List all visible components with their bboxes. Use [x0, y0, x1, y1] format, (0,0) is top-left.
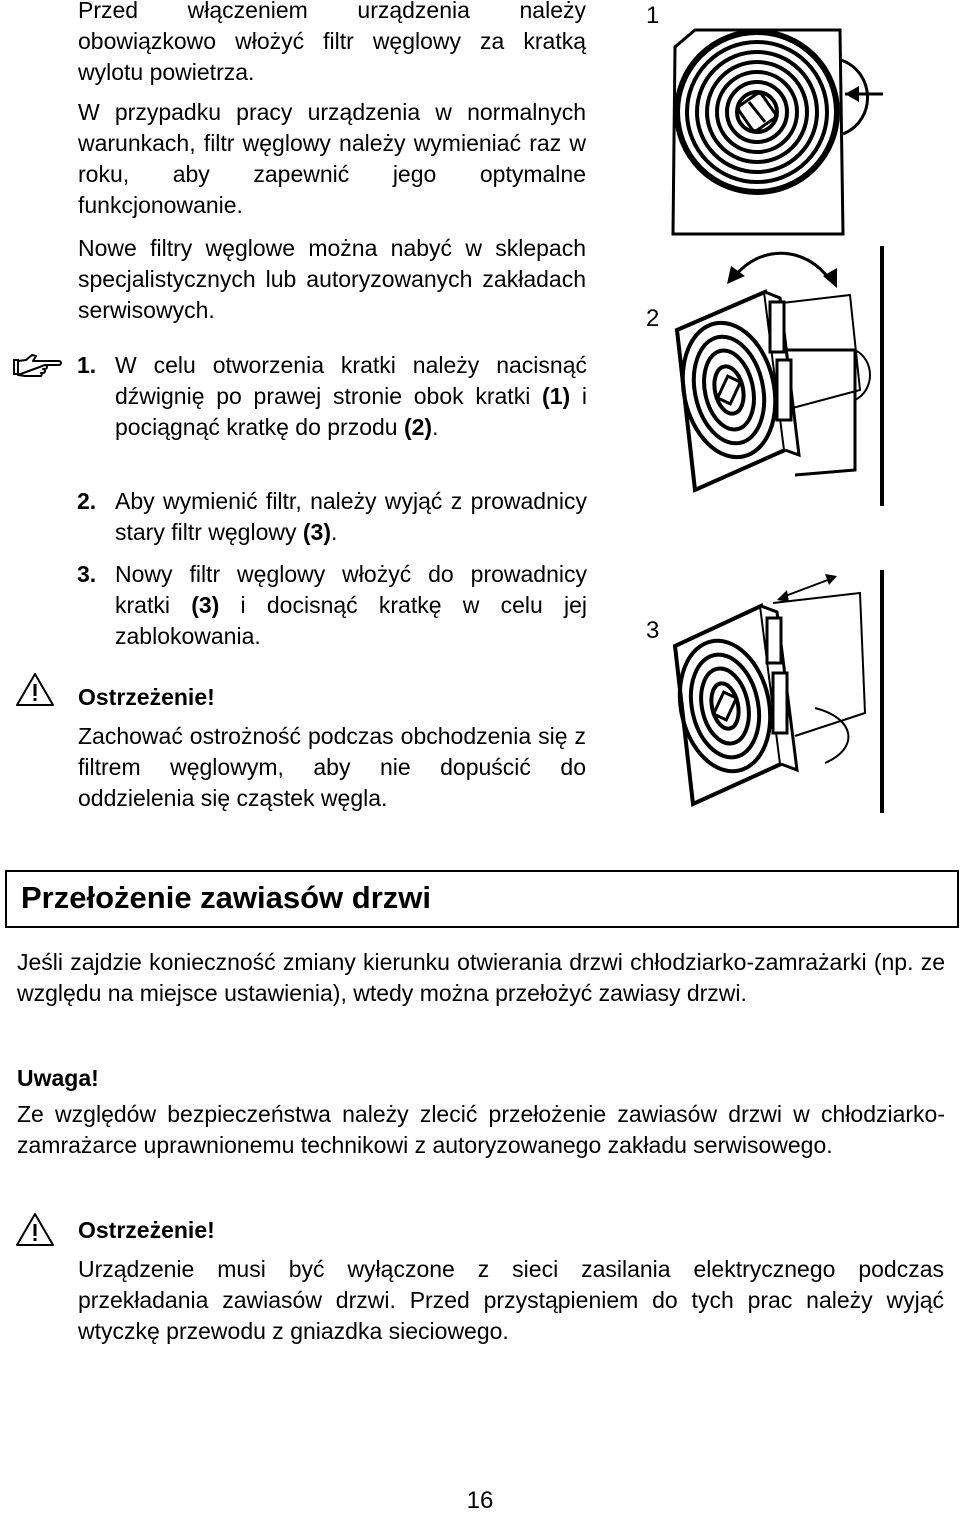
figure-number-3: 3	[646, 617, 660, 644]
note-text: Ze względów bezpieczeństwa należy zlecić przełożenie zawiasów drzwi w chłodziarko-zamrażarce uprawnionemu technikowi z autoryzowanego zakładu serwisowego.	[17, 1101, 945, 1158]
figure-number-2: 2	[646, 305, 660, 332]
pointing-hand-icon	[12, 352, 64, 378]
step-number: 2.	[77, 488, 97, 514]
note-title: Uwaga!	[17, 1065, 99, 1091]
intro-paragraph-1: Przed włączeniem urządzenia należy obowiązkowo włożyć filtr węglowy za kratką wylotu powietrza.	[78, 0, 586, 85]
warning-title: Ostrzeżenie!	[78, 684, 215, 710]
warning-triangle-icon	[15, 1212, 55, 1248]
step-2: 2. Aby wymienić filtr, należy wyjąć z prowadnicy stary filtr węglowy (3).	[77, 488, 587, 545]
step-number: 1.	[77, 352, 97, 378]
intro-paragraph-2: W przypadku pracy urządzenia w normalnych warunkach, filtr węglowy należy wymieniać raz w roku, aby zapewnić jego optymalne funkcjonowanie.	[78, 99, 586, 218]
grille-front-illustration	[665, 2, 885, 242]
intro-paragraph-3: Nowe filtry węglowe można nabyć w sklepach specjalistycznych lub autoryzowanych zakładach serwisowych.	[78, 235, 586, 323]
warning-text: Urządzenie musi być wyłączone z sieci zasilania elektrycznego podczas przekładania zawiasów drzwi. Przed przystąpieniem do tych prac należy wyjąć wtyczkę przewodu z gniazdka sieciowego.	[78, 1256, 944, 1344]
page-number: 16	[466, 1487, 494, 1514]
step-number: 3.	[77, 561, 97, 587]
step-1: 1. W celu otworzenia kratki należy nacisnąć dźwignię po prawej stronie obok kratki (1) i pociągnąć kratkę do przodu (2).	[77, 352, 587, 440]
warning-triangle-icon	[15, 672, 55, 708]
step-3: 3. Nowy filtr węglowy włożyć do prowadnicy kratki (3) i docisnąć kratkę w celu jej zablokowania.	[77, 561, 587, 649]
warning-title: Ostrzeżenie!	[78, 1217, 215, 1243]
section-heading-box	[5, 870, 959, 928]
filter-removal-illustration	[665, 568, 887, 813]
section-title: Przełożenie zawiasów drzwi	[21, 880, 432, 915]
warning-text: Zachować ostrożność podczas obchodzenia się z filtrem węglowym, aby nie dopuścić do oddzielenia się cząstek węgla.	[78, 723, 586, 811]
figure-number-1: 1	[646, 2, 660, 29]
grille-opening-illustration	[665, 240, 887, 510]
section-paragraph: Jeśli zajdzie konieczność zmiany kierunku otwierania drzwi chłodziarko-zamrażarki (np. ze względu na miejsce ustawienia), wtedy można przełożyć zawiasy drzwi.	[17, 949, 945, 1006]
